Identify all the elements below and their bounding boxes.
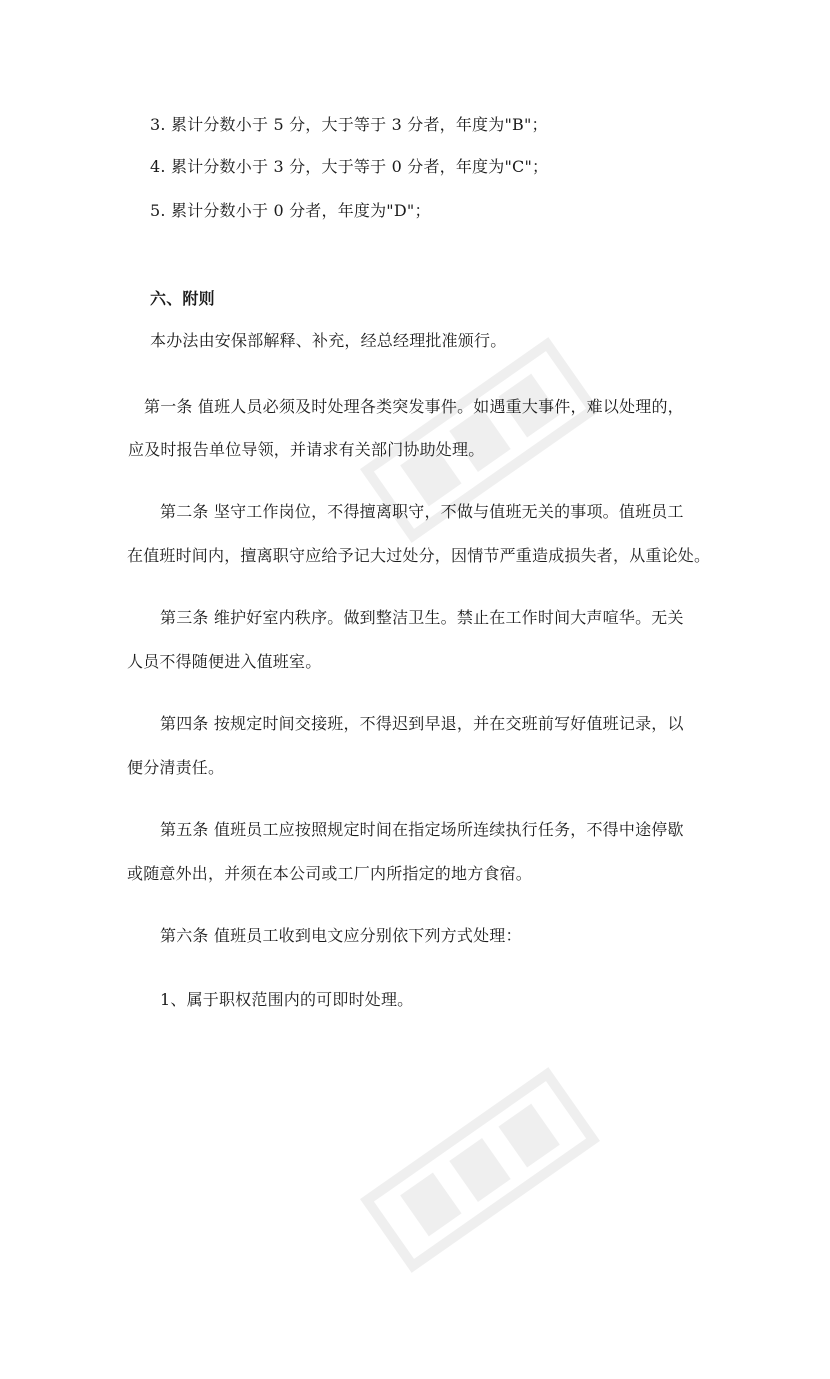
article-3-line-2: 人员不得随便进入值班室。 [127,652,322,671]
article-5-line-1: 第五条 值班员工应按照规定时间在指定场所连续执行任务，不得中途停歇 [160,820,684,839]
watermark-icon [271,961,689,1379]
article-2-line-1: 第二条 坚守工作岗位，不得擅离职守，不做与值班无关的事项。值班员工 [160,502,684,521]
article-6-line-1: 第六条 值班员工收到电文应分别依下列方式处理： [160,926,522,945]
article-4-line-2: 便分清责任。 [127,758,225,777]
sub-item: 1、属于职权范围内的可即时处理。 [160,990,414,1009]
list-item: 4. 累计分数小于 3 分，大于等于 0 分者，年度为"C"； [150,157,549,176]
section-heading: 六、附则 [150,289,215,308]
article-2-line-2: 在值班时间内，擅离职守应给予记大过处分，因情节严重造成损失者，从重论处。 [127,546,711,565]
section-intro: 本办法由安保部解释、补充，经总经理批准颁行。 [150,331,507,350]
article-1-line-1: 第一条 值班人员必须及时处理各类突发事件。如遇重大事件，难以处理的， [144,397,684,416]
list-item: 3. 累计分数小于 5 分，大于等于 3 分者，年度为"B"； [150,115,548,134]
article-3-line-1: 第三条 维护好室内秩序。做到整洁卫生。禁止在工作时间大声喧华。无关 [160,608,684,627]
article-5-line-2: 或随意外出，并须在本公司或工厂内所指定的地方食宿。 [127,864,533,883]
article-4-line-1: 第四条 按规定时间交接班，不得迟到早退，并在交班前写好值班记录，以 [160,714,684,733]
article-1-line-2: 应及时报告单位导领，并请求有关部门协助处理。 [128,440,485,459]
list-item: 5. 累计分数小于 0 分者，年度为"D"； [150,201,431,220]
